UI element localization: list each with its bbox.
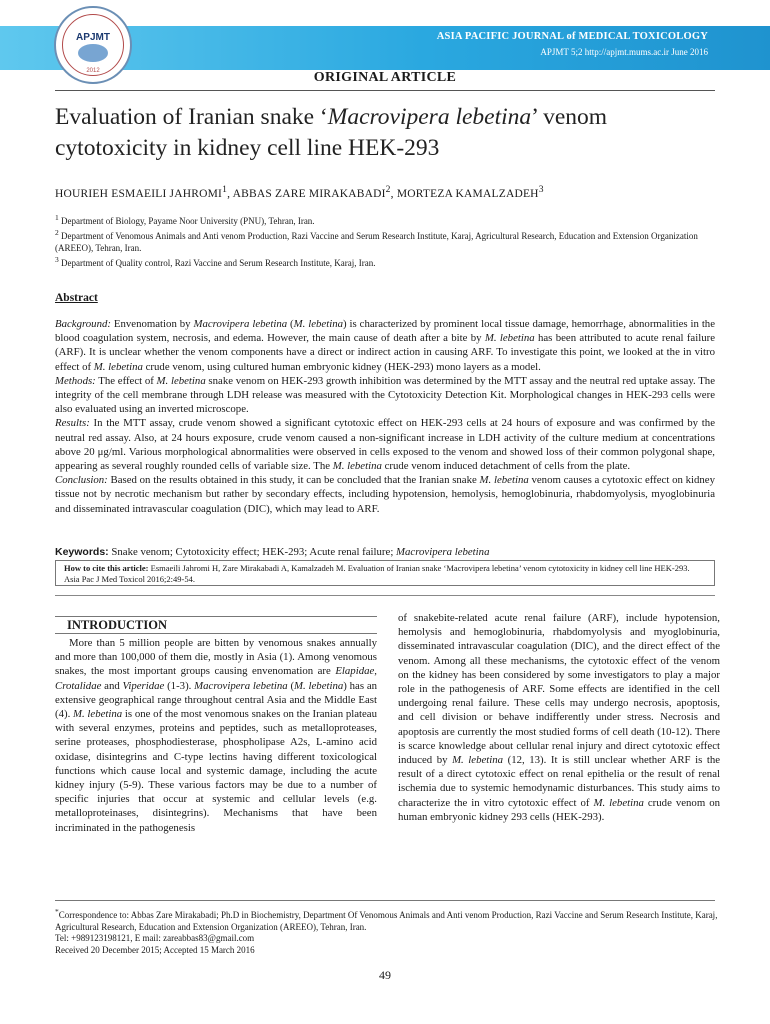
correspondence-footnote (55, 906, 720, 956)
affiliation: $^2$ Department of Venomous Animals and Anti venom Production, Razi Vaccine and Serum Research Institute, Karaj, Agricultural Research, Education and Extension Organization (AREEO), Tehran, Iran. (55, 228, 698, 253)
abstract-methods: Methods: The effect of M. lebetina snake venom on HEK-293 growth inhibition was determined by the MTT assay and the neutral red uptake assay. The integrity of the cell membrane through LDH release was measured with the Cytotoxicity Detection Kit. Morphological changes in HEK-293 cells were also evaluated using an inverted microscope. (55, 374, 716, 416)
abstract-background: Background: Envenomation by Macrovipera lebetina (M. lebetina) is characterized by prominent local tissue damage, hemorrhage, abnormalities in the blood coagulation system, necrosis, and edema. However, the main cause of death after a bite by M. lebetina has been attributed to acute renal failure (ARF). It is unclear whether the venom components have a direct or indirect action in causing ARF. To investigate this point, we looked at the in vitro effect of M. lebetina crude venom, using cultured human embryonic kidney (HEK-293) mono layers as a model. (55, 318, 716, 373)
intro-right-column (398, 611, 720, 824)
intro-heading: INTRODUCTION (55, 616, 377, 634)
globe-icon (78, 44, 108, 62)
keywords: Keywords: Snake venom; Cytotoxicity effect; HEK-293; Acute renal failure; Macrovipera lebetina (55, 546, 490, 558)
article-type: ORIGINAL ARTICLE (313, 70, 457, 85)
abstract-conclusion: Conclusion: Based on the results obtained in this study, it can be concluded that the Iranian snake M. lebetina venom causes a cytotoxic effect on kidney tissue not by necrotic mechanism but rather by secondary effects, including hypotension, hemolysis, hemoglobinuria, rhabdomyolysis, myoglobinuria and disseminated intravascular coagulation (DIC), which may lead to ARF. (55, 474, 715, 515)
footnote-dates: Received 20 December 2015; Accepted 15 March 2016 (55, 944, 255, 955)
footnote-correspondence: *Correspondence to: Abbas Zare Mirakabadi; Ph.D in Biochemistry, Department Of Venomous Animals and Anti venom Production, Razi Vaccine and Serum Research Institute, Karaj, Agricultural Research, Education and Extension Organization (AREEO), Tehran, Iran. (55, 907, 718, 932)
footnote-contact: Tel: +989123198121, E mail: zareabbas83@gmail.com (55, 933, 255, 943)
abstract-body (55, 317, 715, 516)
journal-meta: APJMT 5;2 http://apjmt.mums.ac.ir June 2016 (540, 47, 708, 57)
article-title: Evaluation of Iranian snake ‘Macrovipera lebetina’ venom cytotoxicity in kidney cell line HEK-293 (55, 104, 608, 161)
author-list: HOURIEH ESMAEILI JAHROMI$^1$, ABBAS ZARE MIRAKABADI$^2$, MORTEZA KAMALZADEH$^3$ (55, 184, 544, 200)
logo-abbr: APJMT (76, 32, 110, 43)
footnote-divider (55, 900, 715, 901)
divider (55, 90, 715, 91)
citation-box: How to cite this article: Esmaeili Jahromi H, Zare Mirakabadi A, Kamalzadeh M. Evaluation of Iranian snake ‘Macrovipera lebetina’ venom cytotoxicity in kidney cell line HEK-293. Asia Pac J Med Toxicol 2016;2:49-54. (55, 560, 715, 586)
intro-paragraph: More than 5 million people are bitten by venomous snakes annually and more than 100,000 of them die, mostly in Asia (1). Among venomous snakes, the most important groups causing envenomation are Elapidae, Crotalidae and Viperidae (1-3). Macrovipera lebetina (M. lebetina) has an extensive geographical range throughout central Asia and the Middle East (4). M. lebetina is one of the most venomous snakes on the Iranian plateau with several enzymes, proteins and peptides, such as metalloproteases, serine proteases, phosphodiesterase, phospholipase A2s, L-amino acid oxidase, disintegrins and C-type lectins having different toxicological functions which cause local and systemic damage, including the acute kidney injury (5-9). These various factors may be due to a number of specific injuries that occur at systemic and cellular levels (e.g. metalloproteinases, disintegrins). Mechanisms that have been incriminated in the pathogenesis (55, 637, 378, 834)
logo-year: 2012 (86, 68, 100, 74)
affiliations (55, 212, 720, 269)
page-number: 49 (379, 968, 391, 982)
abstract-results: Results: In the MTT assay, crude venom showed a significant cytotoxic effect on HEK-293 cells at 24 hours of exposure and was confirmed by the neutral red assay. Also, at 24 hours exposure, crude venom caused a non-significant increase in LDH activity of the culture medium at concentrations above 20 μg/ml. Various morphological abnormalities were observed in cells exposed to the venom and showed loss of their common polygonal shape, appearing as several roughly rounded cells of variable size. The M. lebetina crude venom induced detachment of cells from the plate. (55, 417, 715, 473)
intro-left-column (55, 636, 377, 835)
abstract-heading: Abstract (55, 292, 98, 304)
divider (55, 595, 715, 596)
journal-name: ASIA PACIFIC JOURNAL of MEDICAL TOXICOLOGY (436, 31, 708, 42)
affiliation: $^1$ Department of Biology, Payame Noor University (PNU), Tehran, Iran. (55, 213, 315, 226)
intro-paragraph: of snakebite-related acute renal failure (ARF), include hypotension, hemolysis and hemoglobinuria, rhabdomyolysis and myoglobinuria, disseminated intravascular coagulation (DIC), and the direct effect of the venom. Among all these mechanisms, the cytotoxic effect of the venom on the kidney has been considered by some investigators to play a major role in the pathogenesis of ARF. Some effects are identified in the cell undergoing renal failure. These cells may undergo necrosis, apoptosis, and cell division or behave indifferently under stress. Necrosis and apoptosis are currently the most studied forms of cell death (10-12). There is scarce knowledge about cellular renal injury and direct cytotoxic effect induced by M. lebetina (12, 13). It is still unclear whether ARF is the result of a direct cytotoxic effect on renal epithelia or the result of renal ischemia due to systemic hemodynamic disturbances. This study aims to characterize the in vitro cytotoxic effect of M. lebetina crude venom on human embryonic kidney 293 cells (HEK-293). (398, 612, 721, 823)
affiliation: $^3$ Department of Quality control, Razi Vaccine and Serum Research Institute, Karaj, Iran. (55, 255, 376, 268)
